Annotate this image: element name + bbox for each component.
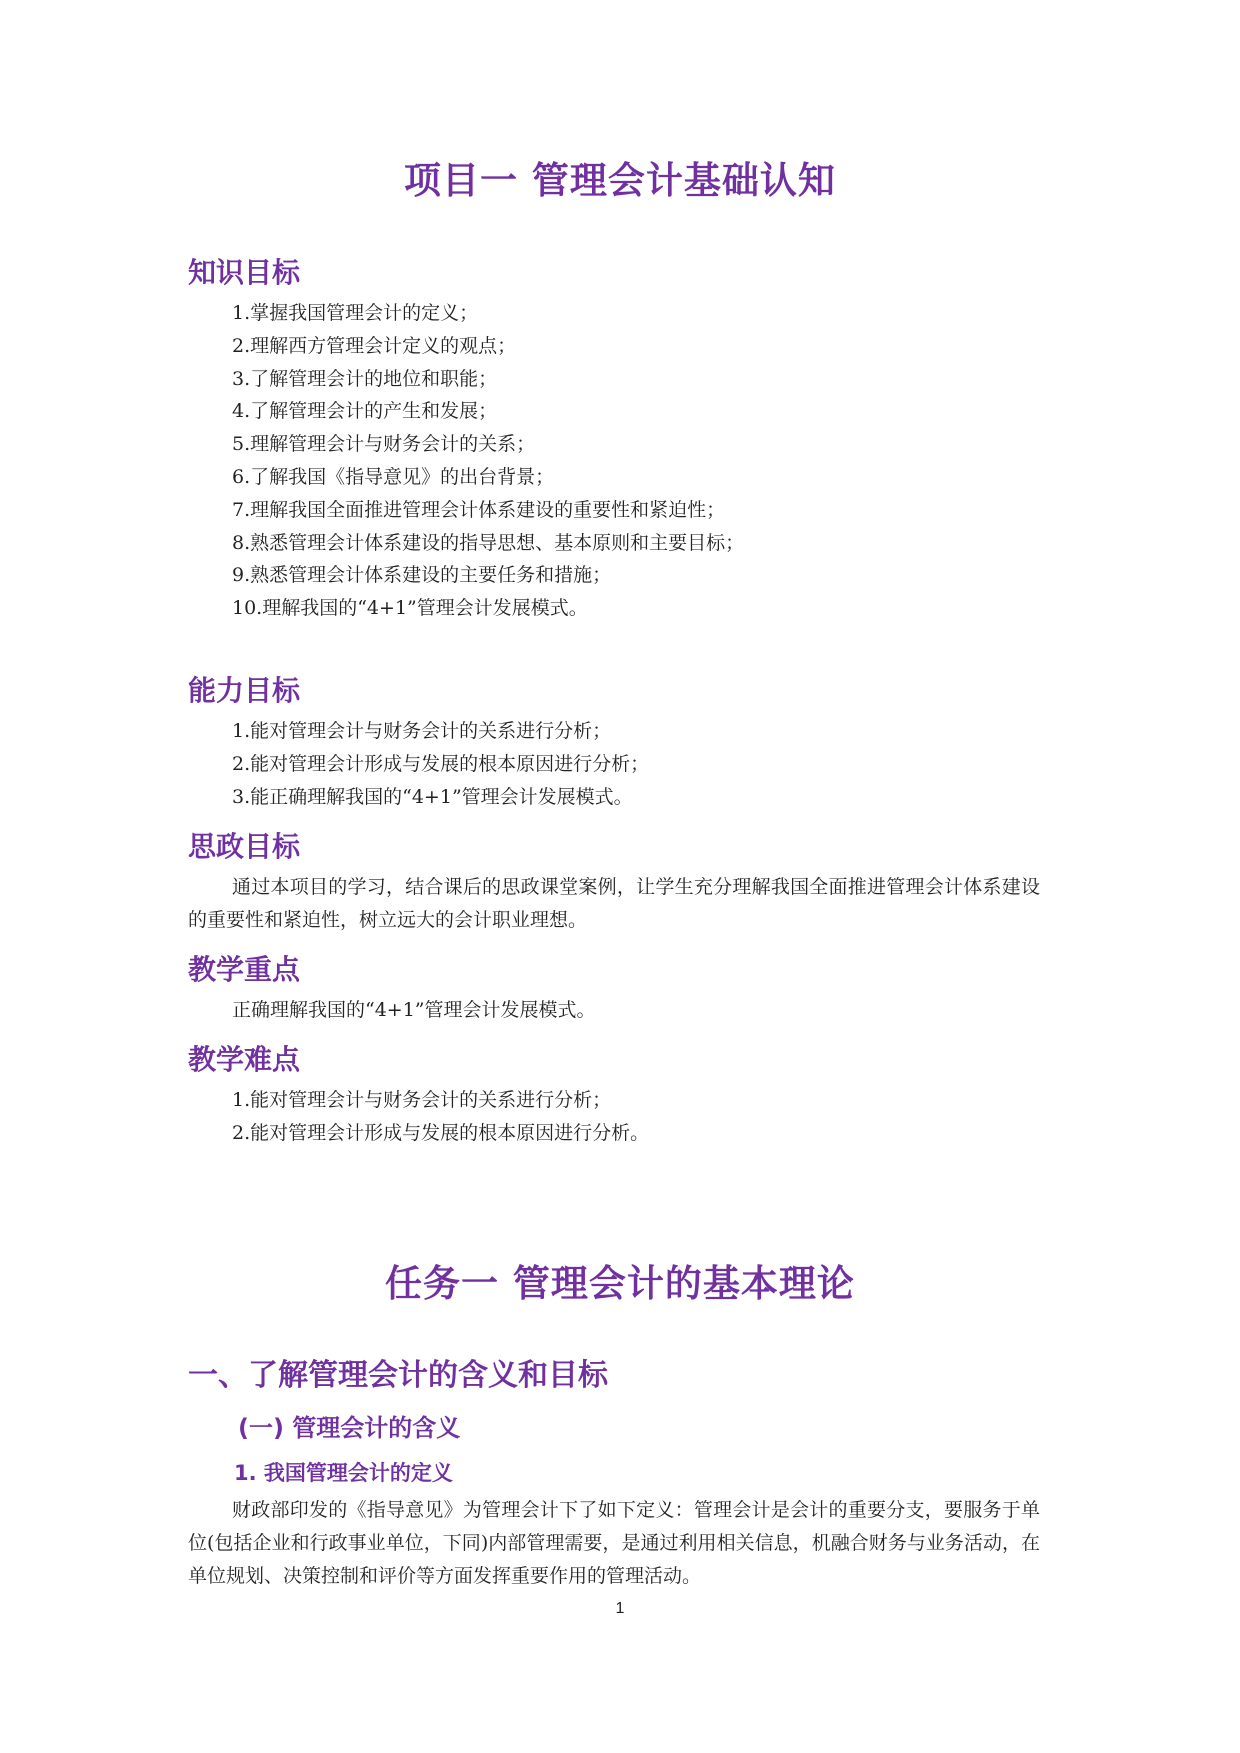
key-points-heading: 教学重点 bbox=[188, 953, 301, 986]
list-item: 1.掌握我国管理会计的定义； bbox=[232, 302, 479, 324]
list-item: 3.能正确理解我国的“4+1”管理会计发展模式。 bbox=[232, 785, 633, 808]
definition-paragraph: 财政部印发的《指导意见》为管理会计下了如下定义：管理会计是会计的重要分支，要服务于单位(包括企业和行政事业单位，下同)内部管理需要，是通过利用相关信息，机融合财务与业务活动，在单位规划、决策控制和评价等方面发挥重要作用的管理活动。 bbox=[188, 1499, 1040, 1587]
list-item: 2.理解西方管理会计定义的观点； bbox=[232, 334, 517, 357]
list-item: 10.理解我国的“4+1”管理会计发展模式。 bbox=[232, 597, 588, 620]
list-item: 8.熟悉管理会计体系建设的指导思想、基本原则和主要目标； bbox=[232, 531, 745, 554]
difficulties-list bbox=[232, 1084, 1092, 1150]
list-item: 1.能对管理会计与财务会计的关系进行分析； bbox=[232, 1089, 612, 1111]
subsubsection-heading: 1. 我国管理会计的定义 bbox=[234, 1461, 453, 1485]
key-points-text: 正确理解我国的“4+1”管理会计发展模式。 bbox=[232, 999, 596, 1021]
page-number: 1 bbox=[615, 1600, 625, 1617]
section-heading: 一、了解管理会计的含义和目标 bbox=[188, 1358, 608, 1393]
page-title: 项目一 管理会计基础认知 bbox=[404, 159, 836, 202]
difficulties-heading: 教学难点 bbox=[188, 1043, 301, 1076]
list-item: 1.能对管理会计与财务会计的关系进行分析； bbox=[232, 720, 612, 742]
ideology-goals-heading: 思政目标 bbox=[188, 830, 301, 863]
list-item: 2.能对管理会计形成与发展的根本原因进行分析。 bbox=[232, 1121, 650, 1144]
ideology-goals-text: 通过本项目的学习，结合课后的思政课堂案例，让学生充分理解我国全面推进管理会计体系建设的重要性和紧迫性，树立远大的会计职业理想。 bbox=[188, 876, 1040, 931]
knowledge-goals-heading: 知识目标 bbox=[188, 256, 301, 289]
ability-goals-list bbox=[232, 715, 1092, 813]
list-item: 5.理解管理会计与财务会计的关系； bbox=[232, 433, 536, 456]
list-item: 9.熟悉管理会计体系建设的主要任务和措施； bbox=[232, 564, 612, 587]
list-item: 2.能对管理会计形成与发展的根本原因进行分析； bbox=[232, 752, 650, 775]
list-item: 4.了解管理会计的产生和发展； bbox=[232, 400, 498, 423]
subsection-heading: (一) 管理会计的含义 bbox=[238, 1414, 461, 1442]
list-item: 7.理解我国全面推进管理会计体系建设的重要性和紧迫性； bbox=[232, 498, 726, 521]
task-title: 任务一 管理会计的基本理论 bbox=[385, 1262, 855, 1305]
list-item: 6.了解我国《指导意见》的出台背景； bbox=[232, 465, 555, 488]
knowledge-goals-list bbox=[232, 297, 1092, 625]
list-item: 3.了解管理会计的地位和职能； bbox=[232, 367, 498, 390]
ability-goals-heading: 能力目标 bbox=[188, 674, 301, 707]
